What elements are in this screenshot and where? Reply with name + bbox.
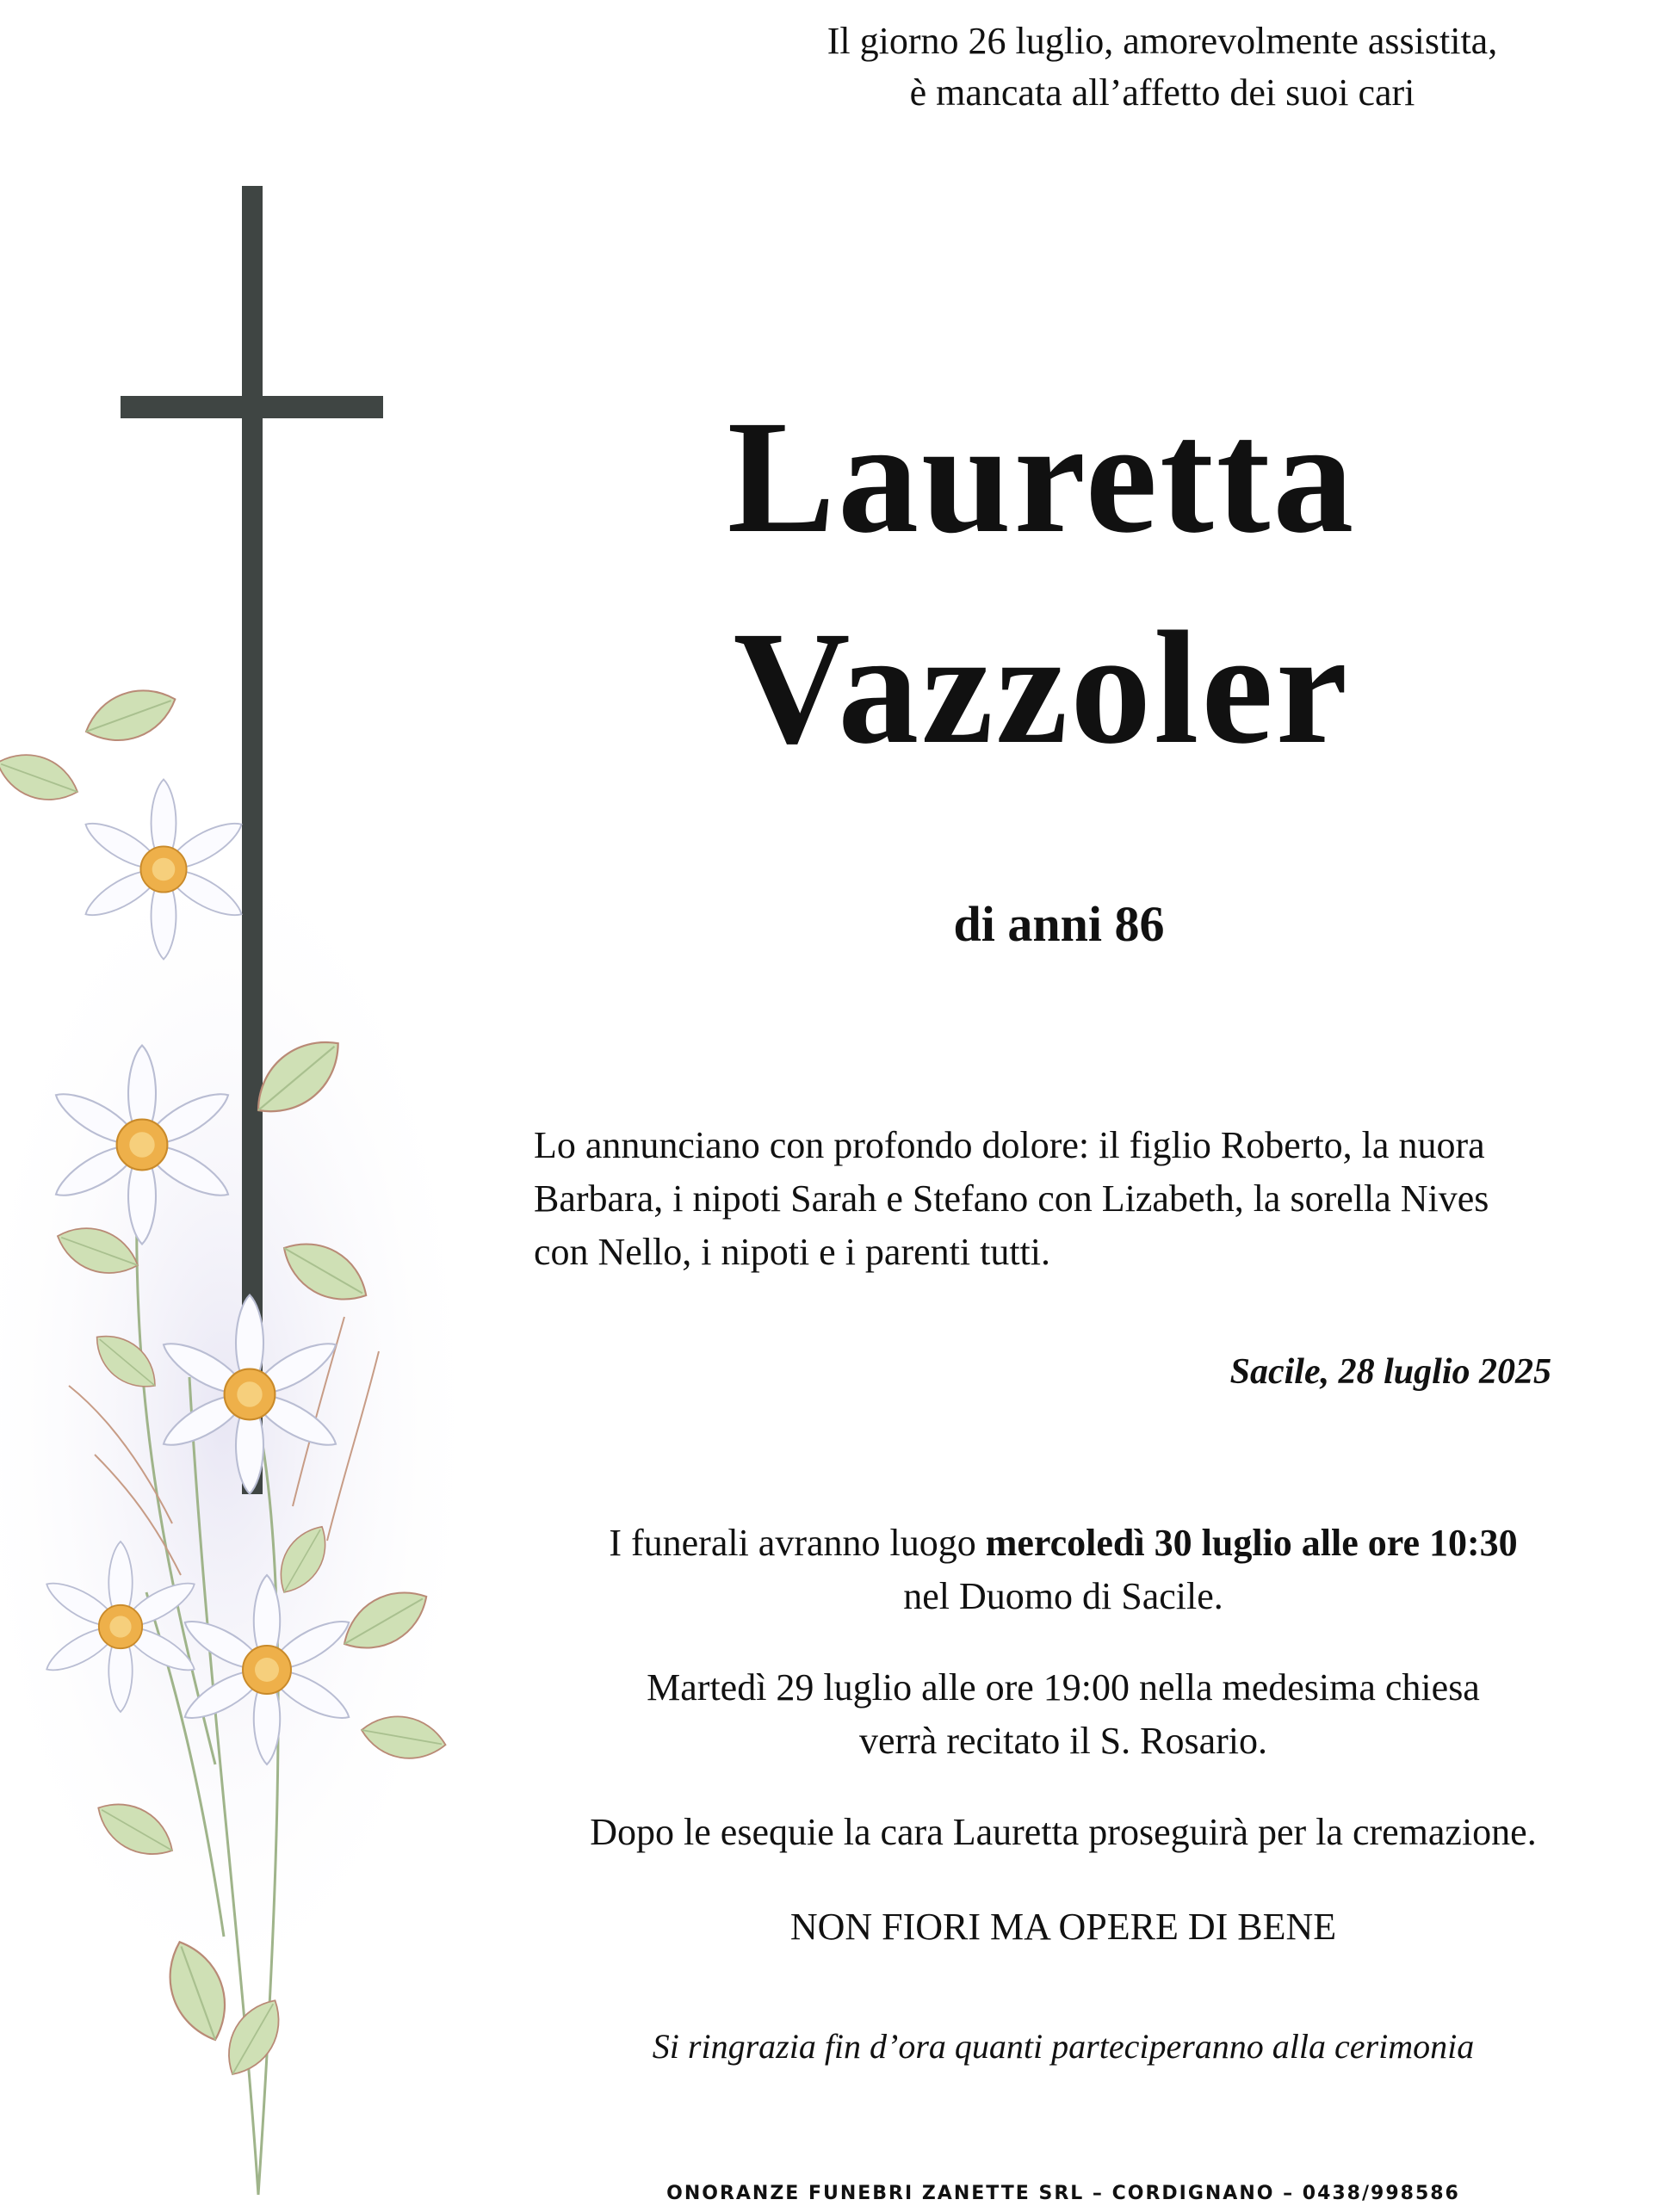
rosary-line-1: Martedì 29 luglio alle ore 19:00 nella medesima chiesa: [647, 1666, 1480, 1708]
intro-text: [603, 15, 1653, 119]
announcement-line-2: Barbara, i nipoti Sarah e Stefano con Lizabeth, la sorella Nives: [534, 1177, 1489, 1220]
thanks-note: Si ringrazia fin d’ora quanti parteciperanno alla cerimonia: [652, 2027, 1475, 2066]
deceased-age: di anni 86: [953, 896, 1165, 952]
funeral-home-footer: ONORANZE FUNEBRI ZANETTE SRL – CORDIGNANO – 0438/998586: [666, 2183, 1460, 2204]
deceased-last-name: Vazzoler: [733, 597, 1351, 777]
place-date: Sacile, 28 luglio 2025: [1229, 1352, 1551, 1392]
announcement-line-1: Lo annunciano con profondo dolore: il figlio Roberto, la nuora: [534, 1124, 1485, 1166]
intro-line-2: è mancata all’affetto dei suoi cari: [909, 71, 1415, 114]
deceased-first-name: Lauretta: [727, 386, 1357, 566]
funeral-location: nel Duomo di Sacile.: [903, 1575, 1223, 1617]
leaf-icon: [78, 678, 183, 753]
flowers-request: NON FIORI MA OPERE DI BENE: [789, 1906, 1337, 1948]
announcement: [534, 1119, 1610, 1279]
rosary-line-2: verrà recitato il S. Rosario.: [858, 1720, 1268, 1762]
cross-flowers-artwork: [0, 129, 517, 2212]
funeral-prefix: I funerali avranno luogo: [609, 1522, 986, 1564]
rosary-info: [482, 1661, 1644, 1768]
announcement-line-3: con Nello, i nipoti e i parenti tutti.: [534, 1231, 1050, 1273]
funeral-info: [482, 1517, 1644, 1623]
funeral-date-time: mercoledì 30 luglio alle ore 10:30: [985, 1522, 1518, 1564]
intro-line-1: Il giorno 26 luglio, amorevolmente assistita,: [826, 20, 1498, 62]
cremation-note: Dopo le esequie la cara Lauretta proseguirà per la cremazione.: [590, 1811, 1537, 1853]
